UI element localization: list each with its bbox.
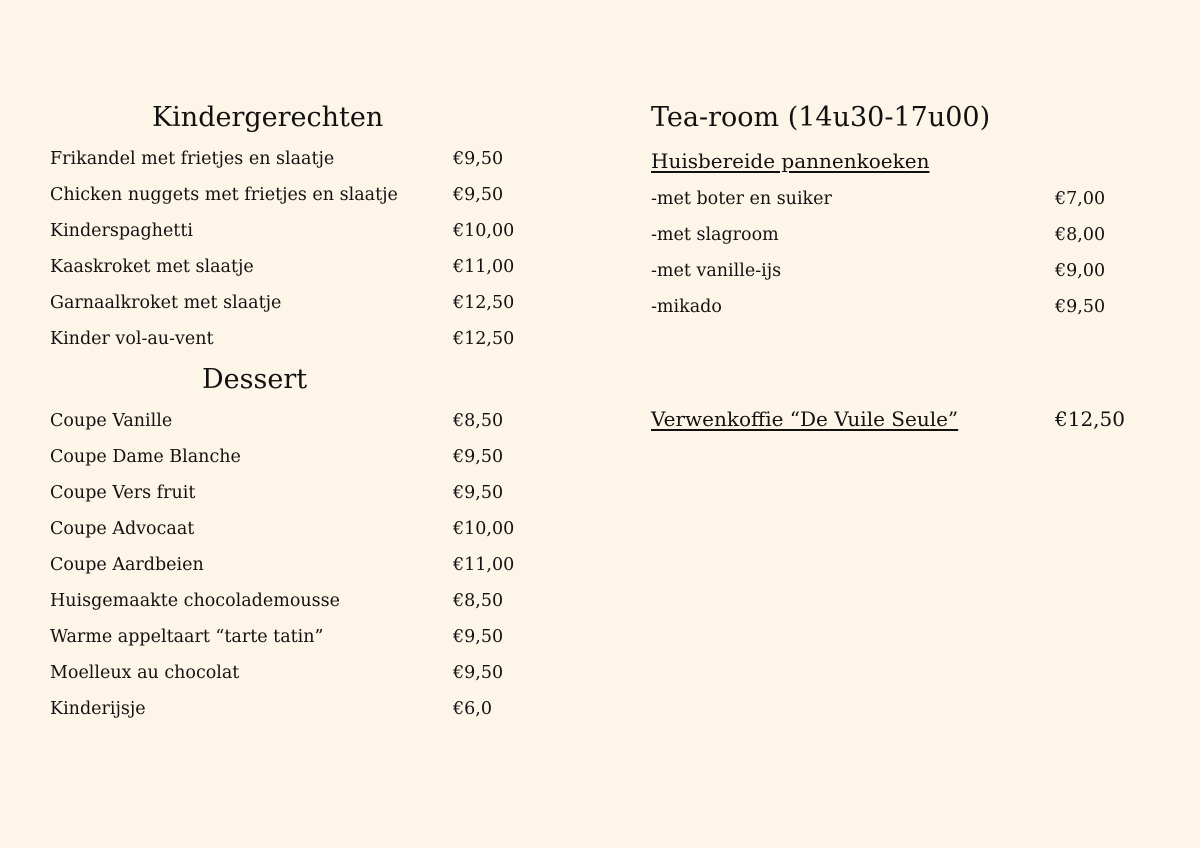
menu-item-price: €12,50 bbox=[453, 329, 515, 349]
menu-item bbox=[50, 409, 570, 433]
menu-item-name: Warme appeltaart “tarte tatin” bbox=[50, 627, 324, 647]
menu-item-name: Huisgemaakte chocolademousse bbox=[50, 591, 340, 611]
menu-item bbox=[50, 327, 570, 351]
tearoom-title: Tea-room (14u30-17u00) bbox=[651, 102, 991, 133]
special-item bbox=[651, 404, 1171, 434]
menu-item bbox=[50, 445, 570, 469]
menu-item-price: €10,00 bbox=[453, 519, 515, 539]
menu-item-price: €9,50 bbox=[453, 149, 504, 169]
menu-item-name: Garnaalkroket met slaatje bbox=[50, 293, 282, 313]
tearoom-subtitle: Huisbereide pannenkoeken bbox=[651, 149, 930, 173]
menu-item-price: €11,00 bbox=[453, 555, 515, 575]
menu-item bbox=[50, 589, 570, 613]
menu-item bbox=[50, 219, 570, 243]
kindergerechten-title: Kindergerechten bbox=[152, 102, 384, 133]
menu-item bbox=[50, 553, 570, 577]
menu-item bbox=[50, 291, 570, 315]
menu-item-price: €9,50 bbox=[453, 185, 504, 205]
menu-item bbox=[651, 295, 1171, 319]
menu-item-price: €6,0 bbox=[453, 699, 492, 719]
menu-item bbox=[50, 147, 570, 171]
menu-item-price: €12,50 bbox=[453, 293, 515, 313]
menu-item-name: Frikandel met frietjes en slaatje bbox=[50, 149, 335, 169]
menu-item-price: €8,00 bbox=[1055, 225, 1106, 245]
menu-item-price: €9,50 bbox=[1055, 297, 1106, 317]
menu-item bbox=[50, 255, 570, 279]
menu-item-name: Coupe Vanille bbox=[50, 411, 173, 431]
menu-item-name: -met vanille-ijs bbox=[651, 261, 782, 281]
menu-item-name: Coupe Advocaat bbox=[50, 519, 195, 539]
menu-item bbox=[651, 223, 1171, 247]
menu-item bbox=[651, 187, 1171, 211]
menu-item-name: -mikado bbox=[651, 297, 722, 317]
menu-item-name: Kinderspaghetti bbox=[50, 221, 193, 241]
menu-item-price: €11,00 bbox=[453, 257, 515, 277]
menu-item bbox=[50, 517, 570, 541]
dessert-title: Dessert bbox=[202, 364, 308, 395]
menu-item bbox=[50, 661, 570, 685]
menu-item-name: -met boter en suiker bbox=[651, 189, 832, 209]
special-item-name: Verwenkoffie “De Vuile Seule” bbox=[651, 407, 959, 431]
menu-item-name: Chicken nuggets met frietjes en slaatje bbox=[50, 185, 398, 205]
menu-item-price: €9,50 bbox=[453, 663, 504, 683]
menu-item-price: €9,50 bbox=[453, 483, 504, 503]
menu-item-name: Coupe Aardbeien bbox=[50, 555, 204, 575]
menu-item bbox=[651, 259, 1171, 283]
menu-item bbox=[50, 183, 570, 207]
menu-item-name: Kinder vol-au-vent bbox=[50, 329, 214, 349]
menu-item-price: €9,50 bbox=[453, 627, 504, 647]
menu-item-price: €9,00 bbox=[1055, 261, 1106, 281]
menu-item-name: Coupe Dame Blanche bbox=[50, 447, 241, 467]
menu-item-name: Moelleux au chocolat bbox=[50, 663, 240, 683]
menu-item-price: €7,00 bbox=[1055, 189, 1106, 209]
menu-item-name: Coupe Vers fruit bbox=[50, 483, 196, 503]
menu-item bbox=[50, 625, 570, 649]
menu-item-price: €8,50 bbox=[453, 411, 504, 431]
menu-item bbox=[50, 481, 570, 505]
menu-item-price: €10,00 bbox=[453, 221, 515, 241]
menu-item-name: Kaaskroket met slaatje bbox=[50, 257, 254, 277]
menu-item bbox=[50, 697, 570, 721]
special-item-price: €12,50 bbox=[1055, 407, 1125, 431]
menu-item-name: -met slagroom bbox=[651, 225, 779, 245]
menu-item-name: Kinderijsje bbox=[50, 699, 146, 719]
menu-item-price: €9,50 bbox=[453, 447, 504, 467]
menu-item-price: €8,50 bbox=[453, 591, 504, 611]
